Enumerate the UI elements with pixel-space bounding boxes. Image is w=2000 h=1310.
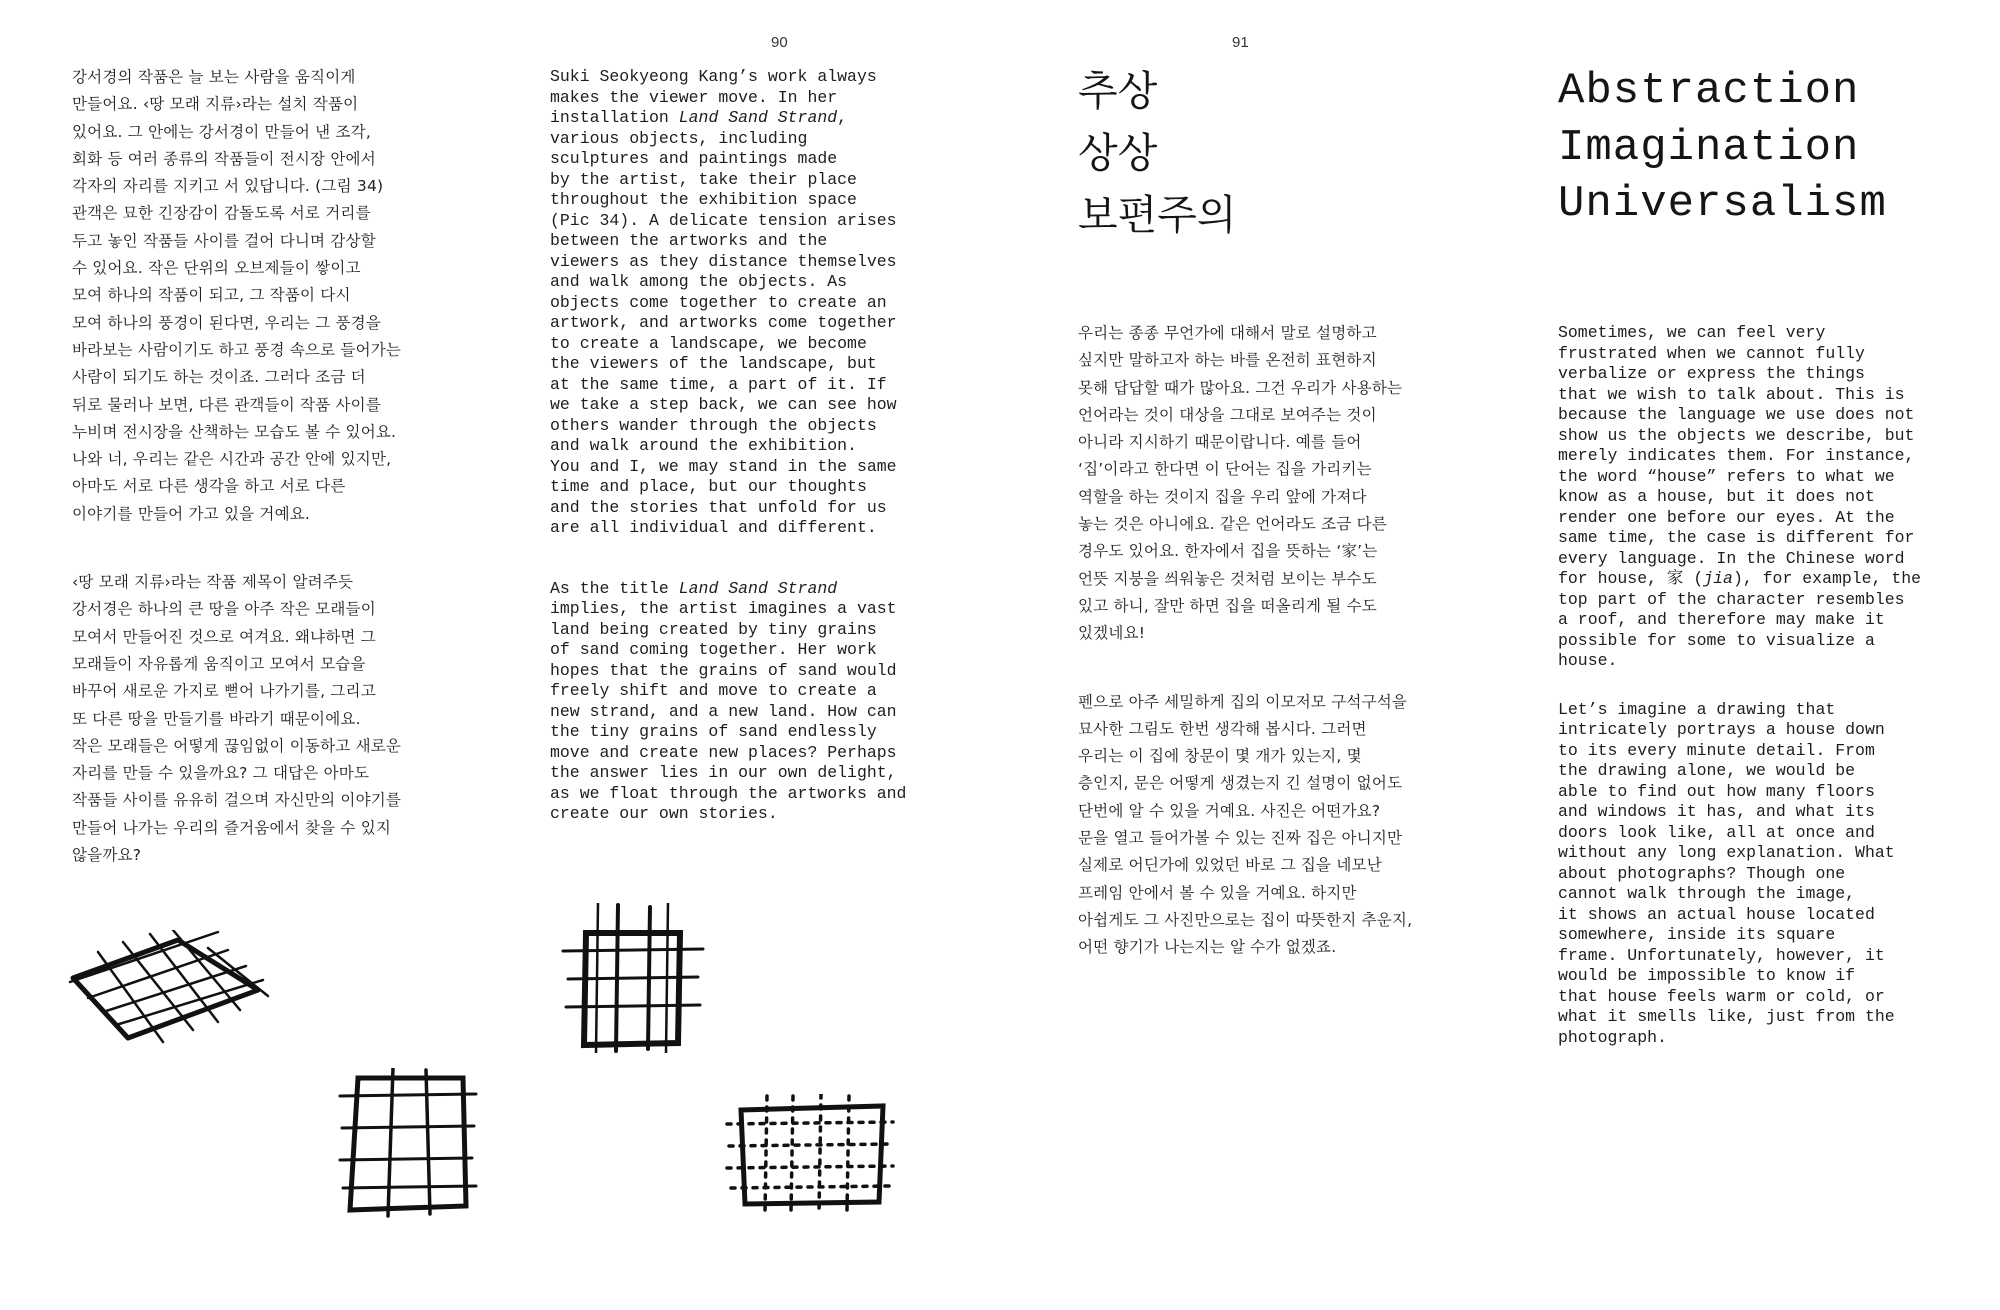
- page90-korean-column: [72, 64, 472, 869]
- title-en-universalism: Universalism: [1558, 179, 1887, 229]
- page90-korean-paragraph-2: ‹땅 모래 지류›라는 작품 제목이 알려주듯 강서경은 하나의 큰 땅을 아주 작은 모래들이 모여서 만들어진 것으로 여겨요. 왜냐하면 그 모래들이 자유롭게 움직이고 모여서 모습을 바꾸어 새로운 가지로 뻗어 나가기를, 그리고 또 다른 땅을 만들기를 바라기 때문이에요. 작은 모래들은 어떻게 끊임없이 이동하고 새로운 자리를 만들 수 있을까요? 그 대답은 아마도 작품들 사이를 유유히 걸으며 자신만의 이야기를 만들어 나가는 우리의 즐거움에서 찾을 수 있지 않을까요?: [72, 573, 402, 865]
- skewed-grid-sketch: [68, 930, 273, 1045]
- page91-english-paragraph-2: Let’s imagine a drawing that intricately portrays a house down to its every minute detail. From the drawing alone, we would be able to find out how many floors and windows it has, and what its doors look like, all at once and without any long explanation. What about photographs? Though one cannot walk through the image, it shows an actual house located somewhere, inside its square frame. Unfortunately, however, it would be impossible to know if that house feels warm or cold, or what it smells like, just from the photograph.: [1558, 699, 1895, 1047]
- page91-korean-title: [1078, 60, 1338, 246]
- page91-korean-column: [1078, 320, 1498, 962]
- title-ko-abstraction: 추상: [1078, 67, 1158, 115]
- artwork-title: Land Sand Strand: [678, 108, 838, 127]
- title-en-imagination: Imagination: [1558, 122, 1860, 173]
- page91-english-title: [1558, 63, 1958, 233]
- page91-english-paragraph-1: Sometimes, we can feel very frustrated when we cannot fully verbalize or express the things that we wish to talk about. This is because the language we use does not show us the objects we describe, but merely indicates them. For instance, the word “house” refers to what we know as a house, but it does not render one before our eyes. At the same time, the case is different for every language. In the Chinese word for house, 家 (jia), for example, the top part of the character resembles a roof, and therefore may make it possible for some to visualize a house.: [1558, 323, 1922, 670]
- dotted-grid-sketch: [725, 1094, 895, 1214]
- page90-english-column: [550, 67, 950, 825]
- title-en-abstraction: Abstraction: [1558, 66, 1860, 116]
- page91-korean-paragraph-2: 펜으로 아주 세밀하게 집의 이모저모 구석구석을 묘사한 그림도 한번 생각해 봅시다. 그러면 우리는 이 집에 창문이 몇 개가 있는지, 몇 층인지, 문은 어떻게 생겼는지 긴 설명이 없어도 단번에 알 수 있을 거예요. 사진은 어떤가요? 문을 열고 들어가볼 수 있는 진짜 집은 아니지만 실제로 어딘가에 있었던 바로 그 집을 네모난 프레임 안에서 볼 수 있을 거예요. 하지만 아쉽게도 그 사진만으로는 집이 따뜻한지 추운지, 어떤 향기가 나는지는 알 수가 없겠죠.: [1078, 692, 1413, 957]
- page90-english-paragraph-1: Suki Seokyeong Kang’s work always makes the viewer move. In her installation Land Sand Strand, various objects, including sculptures and paintings made by the artist, take their place throughout the exhibition space (Pic 34). A delicate tension arises between the artworks and the viewers as they distance themselves and walk among the objects. As objects come together to create an artwork, and artworks come together to create a landscape, we become the viewers of the landscape, but at the same time, a part of it. If we take a step back, we can see how others wander through the objects and walk around the exhibition. You and I, we may stand in the same time and place, but our thoughts and the stories that unfold for us are all individual and different.: [550, 67, 897, 537]
- page-number-left: 90: [771, 34, 788, 51]
- artwork-title: Land Sand Strand: [678, 578, 838, 598]
- pinyin-jia: jia: [1703, 569, 1733, 588]
- title-ko-universalism: 보편주의: [1078, 191, 1237, 239]
- page-number-right: 91: [1232, 34, 1249, 51]
- title-ko-imagination: 상상: [1078, 129, 1158, 177]
- page91-korean-paragraph-1: 우리는 종종 무언가에 대해서 말로 설명하고 싶지만 말하고자 하는 바를 온전히 표현하지 못해 답답할 때가 많아요. 그건 우리가 사용하는 언어라는 것이 대상을 그대로 보여주는 것이 아니라 지시하기 때문이랍니다. 예를 들어 ‘집’이라고 한다면 이 단어는 집을 가리키는 역할을 하는 것이지 집을 우리 앞에 가져다 놓는 것은 아니에요. 같은 언어라도 조금 다른 경우도 있어요. 한자에서 집을 뜻하는 ‘家’는 언뜻 지붕을 씌워놓은 것처럼 보이는 부수도 있고 하니, 잘만 하면 집을 떠올리게 될 수도 있겠네요!: [1078, 324, 1403, 643]
- tall-grid-sketch: [338, 1068, 478, 1218]
- page90-english-paragraph-2: As the title Land Sand Strand implies, the artist imagines a vast land being created by tiny grains of sand coming together. Her work hopes that the grains of sand would freely shift and move to create a new strand, and a new land. How can the tiny grains of sand endlessly move and create new places? Perhaps the answer lies in our own delight, as we float through the artworks and create our own stories.: [550, 578, 907, 823]
- page90-korean-paragraph-1: 강서경의 작품은 늘 보는 사람을 움직이게 만들어요. ‹땅 모래 지류›라는 설치 작품이 있어요. 그 안에는 강서경이 만들어 낸 조각, 회화 등 여러 종류의 작품들이 전시장 안에서 각자의 자리를 지키고 서 있답니다. (그림 34) 관객은 묘한 긴장감이 감돌도록 서로 거리를 두고 놓인 작품들 사이를 걸어 다니며 감상할 수 있어요. 작은 단위의 오브제들이 쌓이고 모여 하나의 작품이 되고, 그 작품이 다시 모여 하나의 풍경이 된다면, 우리는 그 풍경을 바라보는 사람이기도 하고 풍경 속으로 들어가는 사람이 되기도 하는 것이죠. 그러다 조금 더 뒤로 물러나 보면, 다른 관객들이 작품 사이를 누비며 전시장을 산책하는 모습도 볼 수 있어요. 나와 너, 우리는 같은 시간과 공간 안에 있지만, 아마도 서로 다른 생각을 하고 서로 다른 이야기를 만들어 가고 있을 거예요.: [72, 68, 402, 523]
- frame-grid-sketch: [558, 903, 708, 1053]
- page91-english-column: [1558, 323, 1978, 1048]
